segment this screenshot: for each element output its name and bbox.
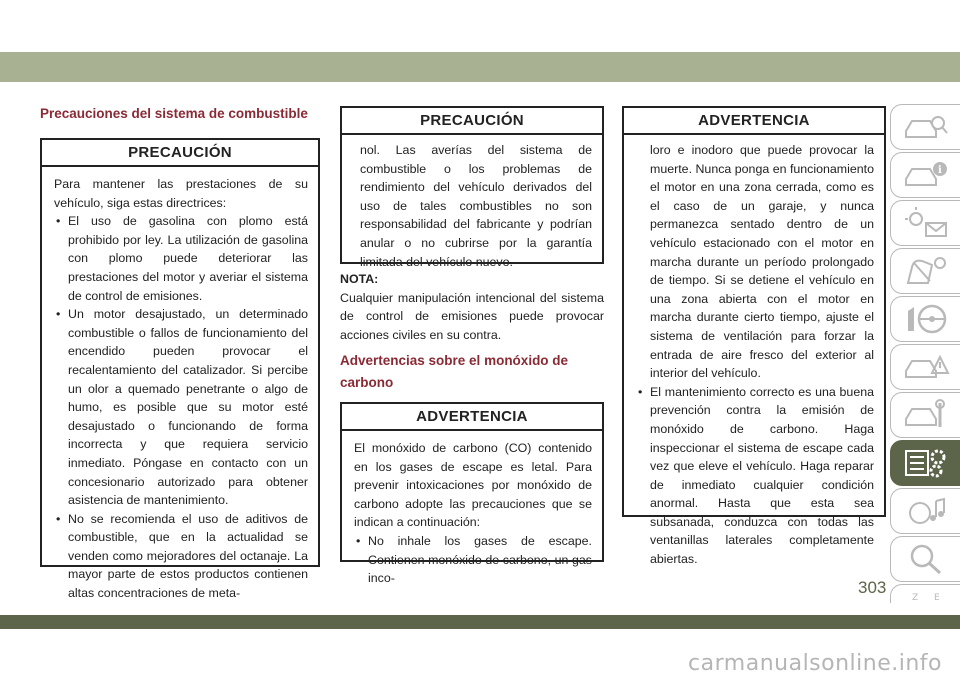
note-block [340,270,604,344]
svg-text:i: i [937,165,942,176]
tab-multimedia[interactable] [890,488,960,534]
carbon-monoxide-heading [340,350,568,394]
page-number: 303 [858,578,887,597]
warning-bullet: • El mantenimiento correcto es una buena prevención contra la emisión de monóxido de carbono. Haga inspeccionar el sistema de escape cada vez que eleve el vehículo. Haga reparar de inmediato cualquier condición anormal. Hasta que esta sea subsanada, conduzca con todas las ventanillas laterales completamente abiertas. [636,383,874,569]
caution-title-1: PRECAUCIÓN [128,144,232,161]
top-band [0,0,960,90]
tab-car-warning[interactable] [890,344,960,390]
caution-bullet: • El uso de gasolina con plomo está prohibido por ley. La utilización de gasolina con plomo puede deteriorar las prestaciones del motor y averiar el sistema de control de emisiones. [54,212,308,305]
tab-seat-belt-airbag[interactable] [890,248,960,294]
index-letter: E [933,593,940,603]
caution-continuation: nol. Las averías del sistema de combustible o los problemas de rendimiento del vehículo derivados del uso de tales combustibles no son responsabilidad del fabricante y podrían anular o no cubrirse por la garantía limitada del vehículo nuevo. [360,143,592,269]
warning-box-2 [622,106,886,567]
tab-car-search[interactable] [890,104,960,150]
tab-technical-specifications[interactable] [890,440,960,486]
warning-bullets-1 [354,532,592,588]
tab-car-service[interactable] [890,392,960,438]
fuel-system-heading: Precauciones del sistema de combustible [40,106,308,121]
tab-steering-wheel[interactable] [890,296,960,342]
checklist-gears-icon [902,445,950,481]
magnifier-search-icon [902,541,950,577]
warning-content-1 [342,431,602,594]
car-info-icon [902,157,950,193]
car-search-icon [902,109,950,145]
warning-content-2 [624,135,884,575]
warning-bullets-2 [636,383,874,569]
steering-wheel-icon [902,301,950,337]
tab-warning-lights[interactable] [890,200,960,246]
tab-search[interactable] [890,536,960,582]
index-letter: Z [911,593,918,603]
tab-car-info[interactable] [890,152,960,198]
warning-continuation: loro e inodoro que puede provocar la muerte. Nunca ponga en funcionamiento el motor en una zona cerrada, como es el caso de un garaje, y nunca permanezca sentado dentro de un vehículo estacionado con el motor en marcha durante un período prolongado de tiempo. Si se detiene el vehículo en una zona abierta con el motor en marcha durante cierto tiempo, ajuste el sistema de ventilación para forzar la entrada de aire fresco del exterior al interior del vehículo. [650,143,874,381]
warning-intro: El monóxido de carbono (CO) contenido en los gases de escape es letal. Para prevenir intoxicaciones por monóxido de carbono adopte las precauciones que se indican a continuación: [354,441,592,530]
car-wrench-icon [902,397,950,433]
warning-box-1 [340,402,604,586]
music-navigation-icon [902,493,950,529]
top-stripe [0,52,960,82]
caution-title-2: PRECAUCIÓN [420,112,524,129]
bottom-stripe [0,615,960,629]
warning-light-message-icon [902,205,950,241]
warning-title-2: ADVERTENCIA [698,112,810,129]
seat-belt-airbag-icon [902,253,950,289]
note-text: Cualquier manipulación intencional del sistema de control de emisiones puede provocar acciones civiles en su contra. [340,290,604,342]
caution-bullet: • No se recomienda el uso de aditivos de combustible, que en la actualidad se venden como mejoradores del octanaje. La mayor parte de estos productos contienen altas concentraciones de meta- [54,510,308,603]
caution-bullet: • Un motor desajustado, un determinado combustible o fallos de funcionamiento del encendido pueden provocar el recalentamiento del catalizador. Si percibe un olor a quemado penetrante o algo de humo, es posible que su motor esté desajustado o funcionando de forma incorrecta y que requiera servicio inmediato. Póngase en contacto con un concesionario autorizado para obtener asistencia de mantenimiento. [54,305,308,510]
warning-bullet: • No inhale los gases de escape. Contienen monóxido de carbono, un gas inco- [354,532,592,588]
warning-title-1: ADVERTENCIA [416,408,528,425]
caution-box-1 [40,138,320,601]
carbon-monoxide-heading-line2: carbono [340,375,394,390]
caution-content-1 [42,167,318,609]
watermark: carmanualsonline.info [688,651,942,676]
caution-box-2 [340,106,604,269]
car-warning-triangle-icon [902,349,950,385]
caution-content-2 [342,135,602,277]
note-label: NOTA: [340,272,379,286]
caution-bullets [54,212,308,602]
caution-intro: Para mantener las prestaciones de su vehículo, siga estas directrices: [54,177,308,210]
carbon-monoxide-heading-line1: Advertencias sobre el monóxido de [340,353,569,368]
